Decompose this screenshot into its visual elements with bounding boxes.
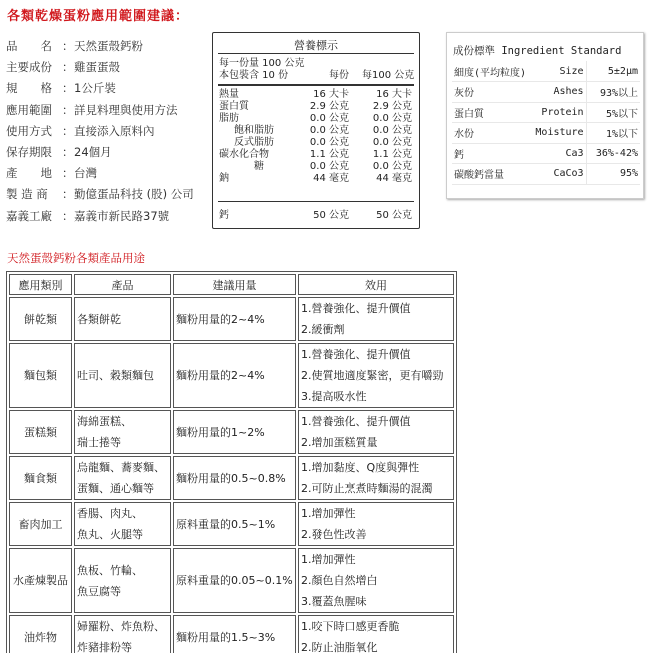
usage-row [9, 456, 454, 500]
spec-colon: ： [62, 166, 74, 181]
nutrient-name: 熱量 [219, 89, 239, 100]
usage-effect: 2.發色性改善 [301, 528, 367, 541]
usage-title: 天然蛋殼鈣粉各類產品用途 [7, 251, 145, 265]
spec-label: 品 名 [6, 39, 52, 53]
usage-header: 建議用量 [173, 274, 296, 295]
usage-products [74, 456, 171, 500]
nutrient-per-100g: 2.9 公克 [372, 101, 412, 112]
usage-row [9, 548, 454, 613]
ingredient-title: 成份標準 Ingredient Standard [453, 45, 622, 57]
spec-value: 直接添入原料內 [74, 123, 155, 138]
usage-product: 吐司、穀類麵包 [77, 369, 154, 382]
spec-row [6, 163, 206, 184]
usage-effect: 1.營養強化、提升價值 [301, 415, 411, 428]
usage-category: 餅乾類 [9, 297, 72, 341]
ingredient-en: CaCo3 [528, 164, 586, 185]
spec-label: 規 格 [6, 81, 52, 96]
usage-effect: 1.增加黏度、Q度與彈性 [301, 461, 420, 474]
nutrient-name: 鈉 [219, 173, 229, 184]
usage-products [74, 343, 171, 408]
spec-value: 24個月 [74, 144, 112, 159]
usage-effect: 1.營養強化、提升價值 [301, 302, 411, 315]
spec-label: 製 造 商 [6, 187, 48, 202]
usage-header: 產品 [74, 274, 171, 295]
nutrient-per-100g: 44 毫克 [376, 173, 412, 184]
ingredient-value: 1%以下 [586, 123, 640, 144]
usage-dosage: 麵粉用量的1.5~3% [173, 615, 296, 653]
usage-effects [298, 410, 454, 454]
ingredient-en: Ashes [528, 82, 586, 103]
usage-products [74, 297, 171, 341]
nutrient-per-serving: 44 毫克 [313, 173, 349, 184]
spec-colon: ： [62, 60, 74, 75]
usage-products [74, 410, 171, 454]
servings: 本包裝含 10 份 [219, 70, 289, 81]
nutrient-name: 脂肪 [219, 113, 239, 124]
usage-row [9, 297, 454, 341]
usage-product: 瑞士捲等 [77, 436, 121, 449]
usage-effects [298, 297, 454, 341]
nutrient-name: 碳水化合物 [219, 149, 269, 160]
usage-dosage: 原料重量的0.05~0.1% [173, 548, 296, 613]
nutrient-name: 糖 [254, 161, 264, 172]
nutrient-per-serving: 16 大卡 [313, 89, 349, 100]
usage-table [6, 271, 457, 653]
spec-row [6, 57, 206, 78]
ingredient-name: 細度(平均粒度) [452, 61, 528, 82]
nutrient-name: 鈣 [219, 210, 229, 221]
usage-effect: 2.緩衝劑 [301, 323, 345, 336]
per-serving: 每一份量 100 公克 [219, 58, 305, 69]
ingredient-standard [446, 32, 644, 199]
usage-row [9, 615, 454, 653]
usage-product: 蛋麵、通心麵等 [77, 482, 154, 495]
spec-value: 詳見料理與使用方法 [74, 102, 178, 117]
usage-effect: 2.增加蛋糕質量 [301, 436, 378, 449]
nutrition-title: 營養標示 [294, 39, 338, 52]
ingredient-value: 5%以下 [586, 102, 640, 123]
usage-row [9, 502, 454, 546]
usage-effect: 3.提高吸水性 [301, 390, 367, 403]
ingredient-row [452, 143, 640, 164]
spec-label: 應用範圍 [6, 102, 52, 117]
usage-category: 水產煉製品 [9, 548, 72, 613]
usage-header: 應用類別 [9, 274, 72, 295]
ingredient-en: Protein [528, 102, 586, 123]
spec-value: 勤億蛋品科技 (股) 公司 [74, 187, 194, 202]
ingredient-en: Ca3 [528, 143, 586, 164]
spec-value: 天然蛋殼鈣粉 [74, 39, 143, 53]
usage-category: 麵包類 [9, 343, 72, 408]
spec-row [6, 184, 206, 205]
nutrient-per-100g: 0.0 公克 [372, 137, 412, 148]
spec-label: 產 地 [6, 166, 52, 181]
nutrient-per-100g: 50 公克 [376, 210, 412, 221]
ingredient-value: 5±2μm [586, 61, 640, 82]
spec-colon: ： [62, 123, 74, 138]
usage-products [74, 502, 171, 546]
spec-label: 保存期限 [6, 144, 52, 159]
nutrient-per-100g: 1.1 公克 [372, 149, 412, 160]
ingredient-row [452, 123, 640, 144]
nutrient-per-serving: 0.0 公克 [309, 113, 349, 124]
usage-effect: 1.增加彈性 [301, 507, 356, 520]
spec-row [6, 206, 206, 227]
ingredient-name: 蛋白質 [452, 102, 528, 123]
spec-colon: ： [62, 144, 74, 159]
nutrient-per-serving: 2.9 公克 [309, 101, 349, 112]
spec-value: 1公斤裝 [74, 81, 116, 96]
usage-effects [298, 615, 454, 653]
ingredient-name: 水份 [452, 123, 528, 144]
usage-products [74, 548, 171, 613]
ingredient-value: 93%以上 [586, 82, 640, 103]
nutrient-per-100g: 0.0 公克 [372, 125, 412, 136]
spec-label: 主要成份 [6, 60, 52, 75]
spec-row [6, 121, 206, 142]
spec-row [6, 78, 206, 99]
usage-category: 畜肉加工 [9, 502, 72, 546]
ingredient-table [452, 61, 640, 185]
usage-dosage: 麵粉用量的2~4% [173, 297, 296, 341]
ingredient-en: Moisture [528, 123, 586, 144]
usage-effects [298, 456, 454, 500]
usage-effect: 1.咬下時口感更香脆 [301, 620, 400, 633]
ingredient-name: 碳酸鈣當量 [452, 164, 528, 185]
nutrient-per-100g: 16 大卡 [376, 89, 412, 100]
usage-category: 油炸物 [9, 615, 72, 653]
usage-category: 麵食類 [9, 456, 72, 500]
ingredient-name: 灰份 [452, 82, 528, 103]
nutrient-per-serving: 0.0 公克 [309, 161, 349, 172]
usage-effects [298, 548, 454, 613]
usage-product: 各類餅乾 [77, 312, 121, 326]
product-spec [6, 36, 206, 227]
divider [218, 84, 414, 86]
usage-product: 炸豬排粉等 [77, 641, 132, 653]
divider [218, 53, 414, 54]
usage-product: 海綿蛋糕、 [77, 415, 132, 428]
spec-colon: ： [62, 208, 74, 223]
usage-row [9, 343, 454, 408]
spec-colon: ： [62, 81, 74, 96]
usage-product: 魚丸、火腿等 [77, 528, 143, 541]
spec-row [6, 142, 206, 163]
usage-effects [298, 343, 454, 408]
usage-effect: 3.覆蓋魚腥味 [301, 595, 367, 608]
usage-product: 婦羅粉、炸魚粉、 [77, 620, 165, 633]
nutrient-per-100g: 0.0 公克 [372, 113, 412, 124]
usage-dosage: 麵粉用量的2~4% [173, 343, 296, 408]
divider [218, 201, 414, 202]
usage-effect: 2.使質地適度緊密，更有嚼勁 [301, 369, 444, 382]
nutrient-per-serving: 0.0 公克 [309, 137, 349, 148]
page-title: 各類乾燥蛋粉應用範圍建議： [7, 9, 190, 24]
usage-effects [298, 502, 454, 546]
spec-colon: ： [62, 102, 74, 117]
usage-product: 魚豆腐等 [77, 584, 121, 598]
nutrient-per-serving: 0.0 公克 [309, 125, 349, 136]
usage-effect: 1.營養強化、提升價值 [301, 348, 411, 361]
nutrient-per-100g: 0.0 公克 [372, 161, 412, 172]
spec-row [6, 36, 206, 57]
nutrient-name: 飽和脂肪 [234, 125, 274, 136]
spec-row [6, 100, 206, 121]
usage-effect: 1.增加彈性 [301, 553, 356, 566]
spec-label: 使用方式 [6, 123, 52, 138]
ingredient-row [452, 61, 640, 82]
ingredient-en: Size [528, 61, 586, 82]
nutrient-name: 蛋白質 [219, 101, 249, 112]
spec-label: 嘉義工廠 [6, 208, 52, 223]
usage-product: 魚板、竹輪、 [77, 563, 143, 577]
usage-category: 蛋糕類 [9, 410, 72, 454]
usage-products [74, 615, 171, 653]
ingredient-row [452, 164, 640, 185]
col-per-100g: 每100 公克 [362, 70, 415, 81]
usage-row [9, 410, 454, 454]
usage-effect: 2.顏色自然增白 [301, 574, 378, 587]
ingredient-value: 95% [586, 164, 640, 185]
usage-effect: 2.防止油脂氧化 [301, 641, 378, 653]
ingredient-name: 鈣 [452, 143, 528, 164]
ingredient-value: 36%-42% [586, 143, 640, 164]
usage-effect: 2.可防止烹煮時麵湯的混濁 [301, 482, 433, 495]
nutrient-name: 反式脂肪 [234, 137, 274, 148]
ingredient-row [452, 102, 640, 123]
usage-product: 烏龍麵、蕎麥麵、 [77, 461, 165, 474]
spec-colon: ： [62, 187, 74, 202]
spec-value: 雞蛋蛋殼 [74, 60, 120, 75]
usage-dosage: 麵粉用量的1~2% [173, 410, 296, 454]
nutrient-per-serving: 50 公克 [313, 210, 349, 221]
usage-header: 效用 [298, 274, 454, 295]
spec-value: 嘉義市新民路37號 [74, 208, 170, 223]
ingredient-row [452, 82, 640, 103]
usage-product: 香腸、肉丸、 [77, 507, 143, 520]
spec-colon: ： [62, 39, 74, 53]
spec-value: 台灣 [74, 166, 97, 181]
usage-dosage: 麵粉用量的0.5~0.8% [173, 456, 296, 500]
col-per-serving: 每份 [329, 70, 349, 81]
usage-dosage: 原料重量的0.5~1% [173, 502, 296, 546]
nutrient-per-serving: 1.1 公克 [309, 149, 349, 160]
nutrition-panel [212, 32, 420, 229]
